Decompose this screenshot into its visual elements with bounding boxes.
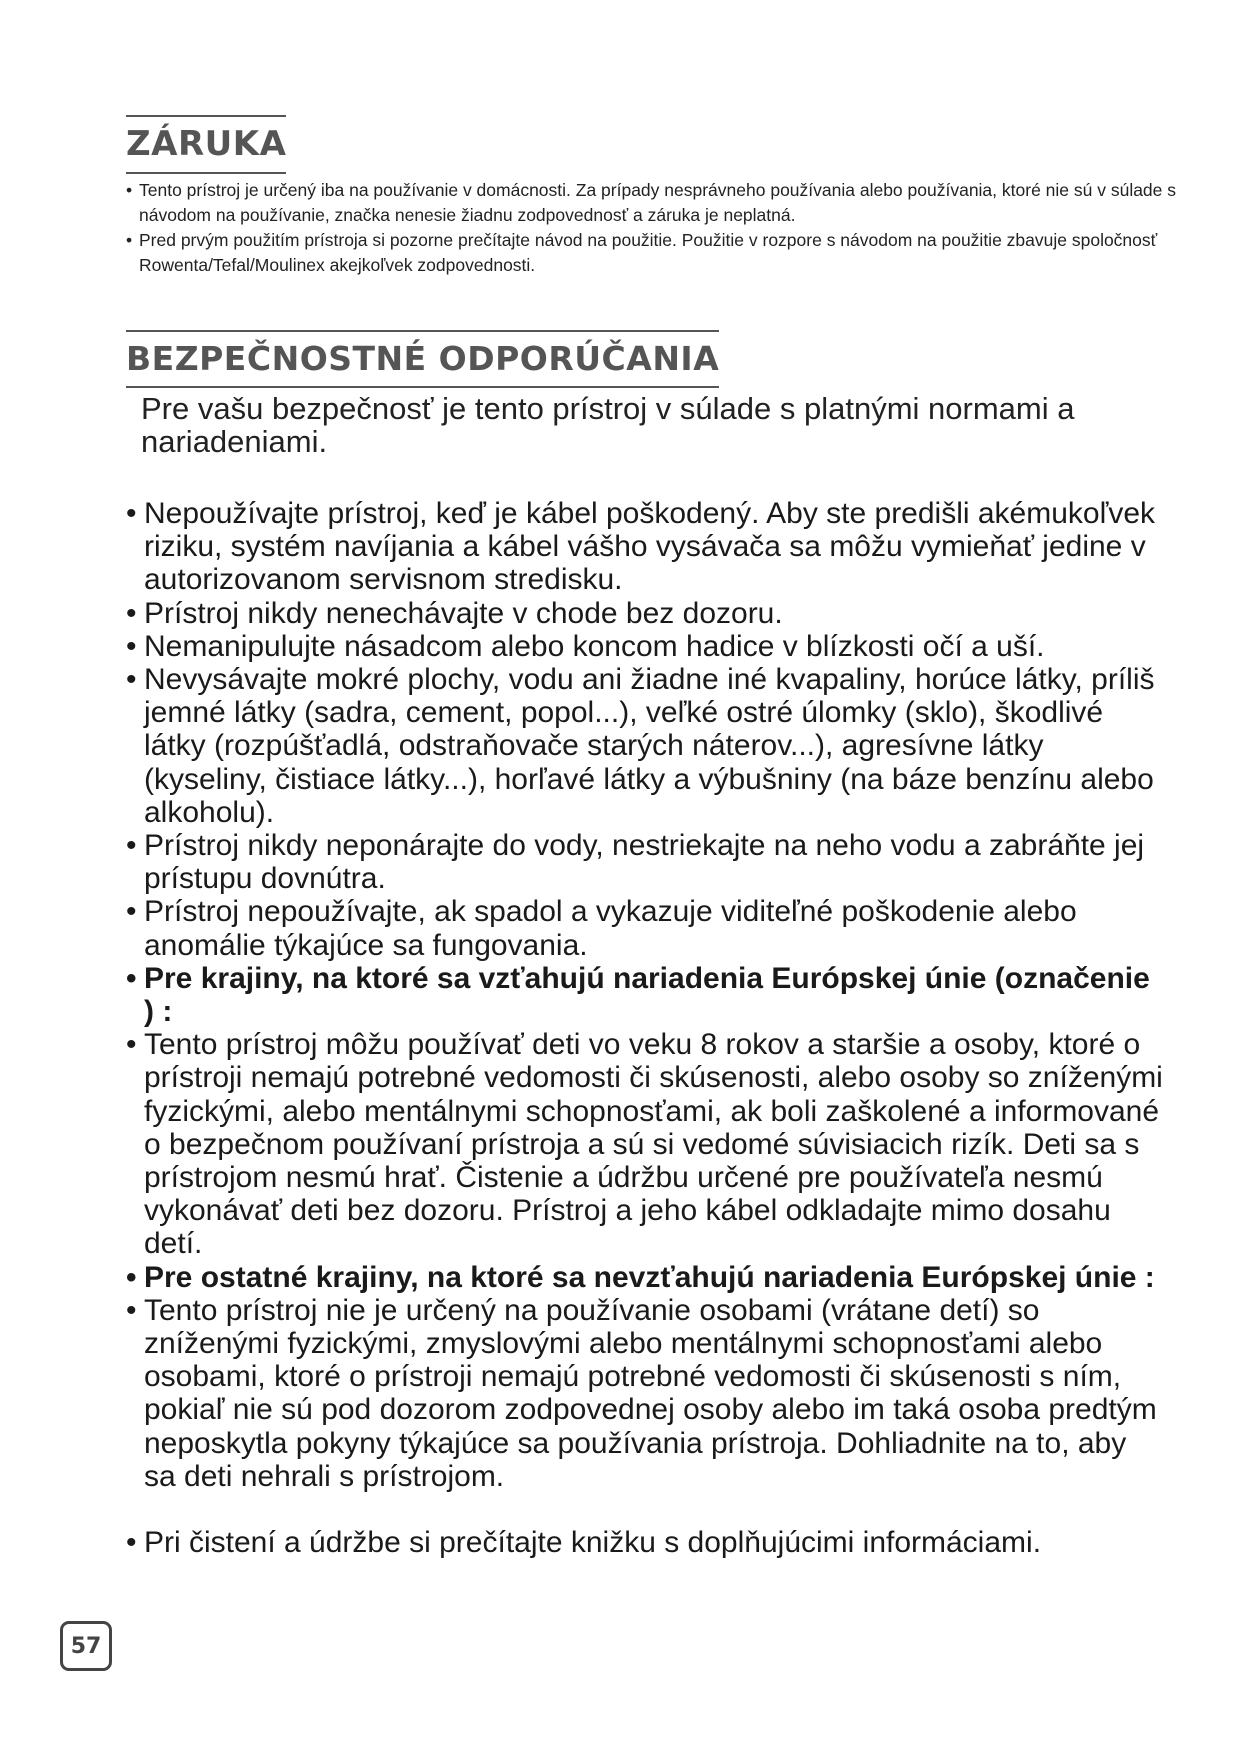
safety-item: • Tento prístroj nie je určený na používanie osobami (vrátane detí) so zníženými fyzickými, zmyslovými alebo mentálnymi schopnosťami alebo osobami, ktoré o prístroji nemajú potrebné vedomosti či skúsenosti s ním, pokiaľ nie sú pod dozorom zodpovednej osoby alebo im taká osoba predtým neposkytla pokyny týkajúce sa používania prístroja. Dohliadnite na to, aby sa deti nehrali s prístrojom. bbox=[126, 1294, 1166, 1493]
safety-item: • Nemanipulujte násadcom alebo koncom hadice v blízkosti očí a uší. bbox=[126, 630, 1166, 663]
safety-heading: BEZPEČNOSTNÉ ODPORÚČANIA bbox=[126, 330, 719, 388]
safety-item: • Tento prístroj môžu používať deti vo veku 8 rokov a staršie a osoby, ktoré o prístroji nemajú potrebné vedomosti či skúsenosti, alebo osoby so zníženými fyzickými, alebo mentálnymi schopnosťami, ak boli zaškolené a informované o bezpečnom používaní prístroja a sú si vedomé súvisiacich rizík. Deti sa s prístrojom nesmú hrať. Čistenie a údržbu určené pre používateľa nesmú vykonávať deti bez dozoru. Prístroj a jeho kábel odkladajte mimo dosahu detí. bbox=[126, 1028, 1166, 1260]
safety-item: • Nepoužívajte prístroj, keď je kábel poškodený. Aby ste predišli akémukoľvek riziku, systém navíjania a kábel vášho vysávača sa môžu vymieňať jedine v autorizovanom servisnom stredisku. bbox=[126, 497, 1166, 597]
safety-item-eu-heading: • Pre krajiny, na ktoré sa vzťahujú nariadenia Európskej únie (označenie ) : bbox=[126, 962, 1166, 1028]
warranty-item: • Tento prístroj je určený iba na používanie v domácnosti. Za prípady nesprávneho používania alebo používania, ktoré nie sú v súlade s návodom na používanie, značka nenesie žiadnu zodpovednosť a záruka je neplatná. bbox=[126, 178, 1176, 228]
safety-item: • Nevysávajte mokré plochy, vodu ani žiadne iné kvapaliny, horúce látky, príliš jemné látky (sadra, cement, popol...), veľké ostré úlomky (sklo), škodlivé látky (rozpúšťadlá, odstraňovače starých náterov...), agresívne látky (kyseliny, čistiace látky...), horľavé látky a výbušniny (na báze benzínu alebo alkoholu). bbox=[126, 663, 1166, 829]
safety-item: • Prístroj nikdy neponárajte do vody, nestriekajte na neho vodu a zabráňte jej prístupu dovnútra. bbox=[126, 829, 1166, 895]
safety-list bbox=[126, 497, 1166, 1559]
safety-item: • Prístroj nikdy nenechávajte v chode bez dozoru. bbox=[126, 597, 1166, 630]
warranty-list bbox=[126, 178, 1176, 278]
safety-item: • Prístroj nepoužívajte, ak spadol a vykazuje viditeľné poškodenie alebo anomálie týkajúce sa fungovania. bbox=[126, 895, 1166, 961]
warranty-heading: ZÁRUKA bbox=[126, 115, 286, 174]
warranty-item: • Pred prvým použitím prístroja si pozorne prečítajte návod na použitie. Použitie v rozpore s návodom na použitie zbavuje spoločnosť Rowenta/Tefal/Moulinex akejkoľvek zodpovednosti. bbox=[126, 228, 1176, 278]
page-number: 57 bbox=[60, 1621, 112, 1671]
safety-item: • Pri čistení a údržbe si prečítajte knižku s doplňujúcimi informáciami. bbox=[126, 1526, 1166, 1559]
safety-item-non-eu-heading: • Pre ostatné krajiny, na ktoré sa nevzťahujú nariadenia Európskej únie : bbox=[126, 1261, 1166, 1294]
safety-intro: Pre vašu bezpečnosť je tento prístroj v súlade s platnými normami a nariadeniami. bbox=[141, 391, 1075, 459]
